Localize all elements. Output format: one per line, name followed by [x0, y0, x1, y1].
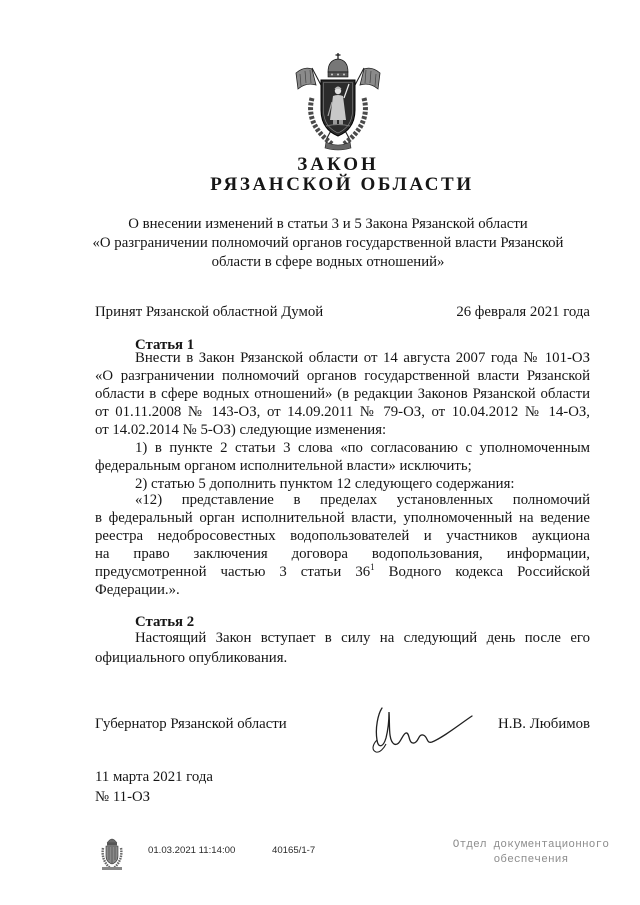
article-1-line-text: Водного кодекса Российской [374, 564, 590, 580]
article-1-line: на право заключения договора водопользования, информации, [95, 546, 590, 562]
article-1-line: «12) представление в пределах установленных полномочий [135, 492, 590, 508]
registration-number: 40165/1-7 [272, 845, 316, 856]
stamp-line: обеспечения [493, 854, 569, 866]
superscript-index: 1 [370, 562, 375, 572]
article-1-line: от 14.02.2014 № 5-ОЗ) следующие изменения: [95, 422, 387, 438]
article-1-line: области в сфере водных отношений» (в редакции Законов Рязанской области [95, 386, 590, 402]
handwritten-signature-icon [368, 700, 478, 760]
article-1-line: федеральным органом исполнительной власти» исключить; [95, 458, 472, 474]
signing-date: 11 марта 2021 года [95, 769, 213, 785]
subject-line: «О разграничении полномочий органов государственной власти Рязанской [92, 235, 564, 251]
coat-of-arms-icon [288, 52, 388, 152]
article-1-heading: Статья 1 [135, 337, 195, 353]
article-2-heading: Статья 2 [135, 614, 195, 630]
article-1-line: Внести в Закон Рязанской области от 14 августа 2007 года № 101-ОЗ [135, 350, 590, 366]
article-1-line-text: предусмотренной частью 3 статьи 36 [95, 564, 371, 580]
region-title: РЯЗАНСКОЙ ОБЛАСТИ [210, 174, 474, 195]
article-1-line: «О разграничении полномочий органов государственной власти Рязанской [95, 368, 590, 384]
article-1-line: в федеральный орган исполнительной власти, уполномоченный на ведение [95, 510, 590, 526]
article-2-line: официального опубликования. [95, 650, 288, 666]
signatory-position: Губернатор Рязанской области [95, 716, 287, 732]
article-1-line [95, 563, 590, 581]
subject-line: области в сфере водных отношений» [211, 254, 445, 270]
article-1-line: от 01.11.2008 № 143-ОЗ, от 14.09.2011 № 79-ОЗ, от 10.04.2012 № 14-ОЗ, [95, 404, 590, 420]
article-1-line: реестра недобросовестных водопользователей и участников аукциона [95, 528, 590, 544]
signatory-name: Н.В. Любимов [498, 716, 590, 732]
article-2-line: Настоящий Закон вступает в силу на следующий день после его [135, 630, 590, 646]
document-type-title: ЗАКОН [297, 154, 379, 175]
adoption-date: 26 февраля 2021 года [456, 304, 590, 320]
stamp-line: Отдел документационного [452, 839, 610, 851]
small-emblem-icon [96, 834, 128, 872]
subject-line: О внесении изменений в статьи 3 и 5 Закона Рязанской области [128, 216, 528, 232]
article-1-line: Федерации.». [95, 582, 180, 598]
article-1-line: 1) в пункте 2 статьи 3 слова «по согласованию с уполномоченным [135, 440, 590, 456]
registration-timestamp: 01.03.2021 11:14:00 [148, 845, 236, 856]
law-number: № 11-ОЗ [95, 789, 151, 805]
article-1-line: 2) статью 5 дополнить пунктом 12 следующего содержания: [135, 476, 515, 492]
adoption-statement: Принят Рязанской областной Думой [95, 304, 324, 320]
